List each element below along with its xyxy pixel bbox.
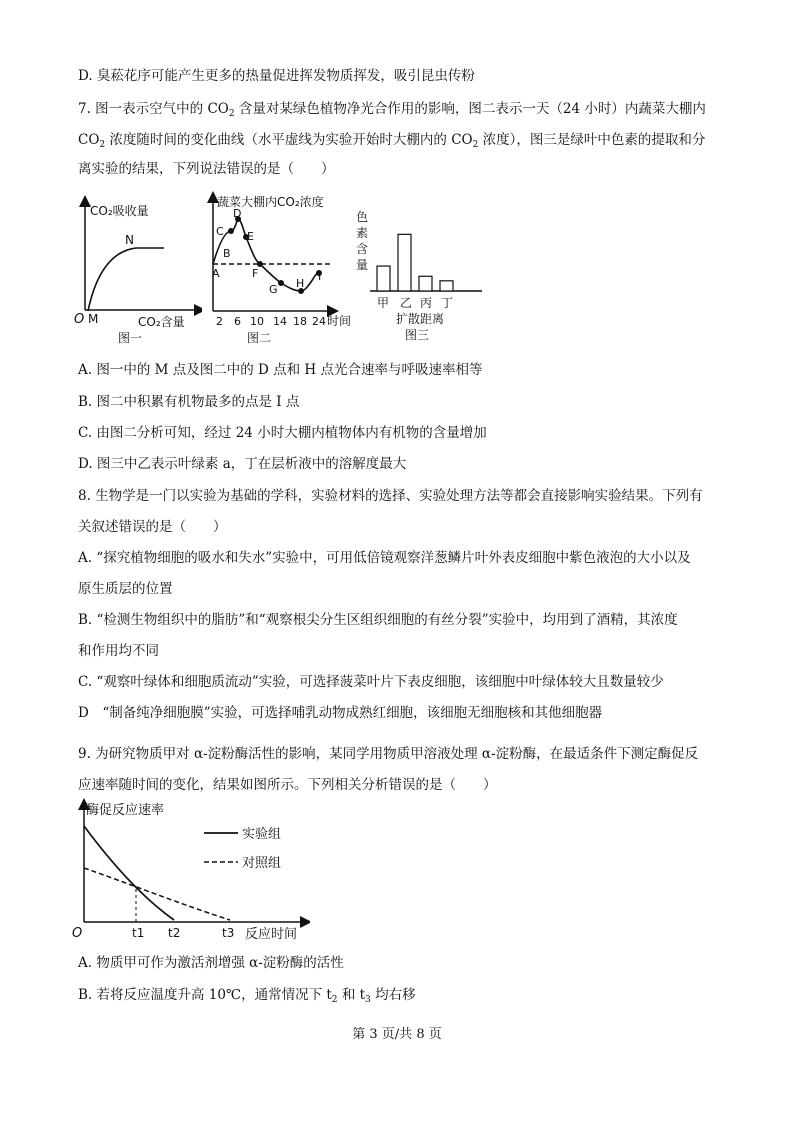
fig2-title: 蔬菜大棚内CO₂浓度 xyxy=(217,195,324,209)
fig2-xlabel: 时间 xyxy=(327,314,352,328)
q8-option-b-line2: 和作用均不同 xyxy=(78,643,159,659)
fig1-caption: 图一 xyxy=(118,331,143,345)
fig2-tick-18: 18 xyxy=(293,315,307,328)
fig2-dot-c xyxy=(228,228,234,234)
fig1-origin: O xyxy=(74,312,85,327)
fig1-point-n: N xyxy=(125,233,134,247)
fig4-legend-exp: 实验组 xyxy=(242,827,282,842)
fig3-ylabel-1: 色 xyxy=(356,210,369,224)
q7-stem-line3: 离实验的结果，下列说法错误的是（ ） xyxy=(78,161,335,177)
q9-option-a: A. 物质甲可作为激活剂增强 α-淀粉酶的活性 xyxy=(78,955,344,971)
fig2-tick-24: 24 xyxy=(312,315,326,328)
fig3-cat-jia: 甲 xyxy=(377,296,390,310)
fig3-cat-yi: 乙 xyxy=(400,296,413,310)
q8-option-c: C. “观察叶绿体和细胞质流动”实验，可选择菠菜叶片下表皮细胞，该细胞中叶绿体较大且数量较少 xyxy=(78,674,664,690)
fig2-label-g: G xyxy=(269,283,278,296)
fig2-label-b: B xyxy=(223,247,231,260)
fig1-curve xyxy=(88,248,164,311)
fig4-legend-ctrl: 对照组 xyxy=(242,856,282,871)
fig4-ctrl-curve xyxy=(84,868,230,920)
fig3-bar-3 xyxy=(440,281,453,291)
fig2-label-c: C xyxy=(216,225,224,238)
q7-option-b: B. 图二中积累有机物最多的点是 I 点 xyxy=(78,394,300,410)
fig1-point-m: M xyxy=(88,312,99,326)
fig2-label-f: F xyxy=(252,267,259,280)
figure-2 xyxy=(205,189,365,349)
fig3-ylabel-2: 素 xyxy=(356,226,369,240)
q7-option-a: A. 图一中的 M 点及图二中的 D 点和 H 点光合速率与呼吸速率相等 xyxy=(78,362,483,378)
fig4-t3: t3 xyxy=(222,926,235,940)
fig2-label-a: A xyxy=(212,267,220,280)
q7-option-d: D. 图三中乙表示叶绿素 a，丁在层析液中的溶解度最大 xyxy=(78,456,407,472)
page-footer: 第 3 页/共 8 页 xyxy=(352,1027,442,1042)
q9-option-b: B. 若将反应温度升高 10℃，通常情况下 $t_2$ 和 $t_3$ 均右移 xyxy=(78,987,416,1005)
fig3-ylabel-4: 量 xyxy=(356,258,369,272)
fig2-label-i: I xyxy=(318,270,322,283)
q8-option-a-line1: A. “探究植物细胞的吸水和失水”实验中，可用低倍镜观察洋葱鳞片叶外表皮细胞中紫色液泡的大小以及 xyxy=(78,550,691,566)
fig2-caption: 图二 xyxy=(247,331,272,345)
fig4-t2: t2 xyxy=(168,926,181,940)
fig1-ylabel: CO₂吸收量 xyxy=(90,204,149,218)
figure-enzyme-rate xyxy=(70,796,310,944)
q8-stem-line2: 关叙述错误的是（ ） xyxy=(78,519,227,535)
fig2-tick-6: 6 xyxy=(234,315,241,328)
fig2-dot-g xyxy=(278,280,284,286)
q8-option-d: D “制备纯净细胞膜”实验，可选择哺乳动物成熟红细胞，该细胞无细胞核和其他细胞器 xyxy=(78,705,603,721)
q9-stem-line1: 9. 为研究物质甲对 α-淀粉酶活性的影响，某同学用物质甲溶液处理 α-淀粉酶，在最适条件下测定酶促反 xyxy=(78,746,699,762)
fig3-ylabel-3: 含 xyxy=(356,242,369,256)
fig3-cat-bing: 丙 xyxy=(420,296,433,310)
fig2-label-h: H xyxy=(296,277,305,290)
fig1-xlabel: CO₂含量 xyxy=(138,315,185,329)
fig4-ylabel: 酶促反应速率 xyxy=(86,803,165,818)
figure-1 xyxy=(72,193,202,348)
fig3-bar-2 xyxy=(419,276,432,291)
fig4-exp-curve xyxy=(84,826,174,920)
q8-option-a-line2: 原生质层的位置 xyxy=(78,581,173,597)
fig2-label-e: E xyxy=(247,230,254,243)
fig3-bar-1 xyxy=(398,234,411,291)
q7-stem-line2: $CO_2$ 浓度随时间的变化曲线（水平虚线为实验开始时大棚内的 $CO_2$ 浓度），图三是绿叶中色素的提取和分 xyxy=(78,132,706,150)
fig2-label-d: D xyxy=(233,207,242,220)
fig2-tick-10: 10 xyxy=(250,315,264,328)
fig3-xlabel: 扩散距离 xyxy=(396,312,445,326)
fig3-cat-ding: 丁 xyxy=(441,296,454,310)
q6-option-d: D. 臭菘花序可能产生更多的热量促进挥发物质挥发，吸引昆虫传粉 xyxy=(78,68,475,84)
q7-option-c: C. 由图二分析可知，经过 24 小时大棚内植物体内有机物的含量增加 xyxy=(78,425,487,441)
fig2-tick-14: 14 xyxy=(273,315,287,328)
fig4-t1: t1 xyxy=(132,926,145,940)
fig3-bar-0 xyxy=(377,266,390,291)
q7-stem-line1: 7. 图一表示空气中的 $CO_2$ 含量对某绿色植物净光合作用的影响，图二表示一天（24 小时）内蔬菜大棚内 xyxy=(78,101,706,119)
fig3-caption: 图三 xyxy=(405,328,430,342)
fig4-xlabel: 反应时间 xyxy=(245,927,298,942)
fig2-tick-2: 2 xyxy=(216,315,223,328)
q8-option-b-line1: B. “检测生物组织中的脂肪”和“观察根尖分生区组织细胞的有丝分裂”实验中，均用到了酒精，其浓度 xyxy=(78,612,678,628)
q8-stem-line1: 8. 生物学是一门以实验为基础的学科，实验材料的选择、实验处理方法等都会直接影响实验结果。下列有 xyxy=(78,488,703,504)
q9-stem-line2: 应速率随时间的变化，结果如图所示。下列相关分析错误的是（ ） xyxy=(78,777,497,793)
fig4-origin: O xyxy=(72,926,83,941)
figure-3 xyxy=(350,205,490,345)
